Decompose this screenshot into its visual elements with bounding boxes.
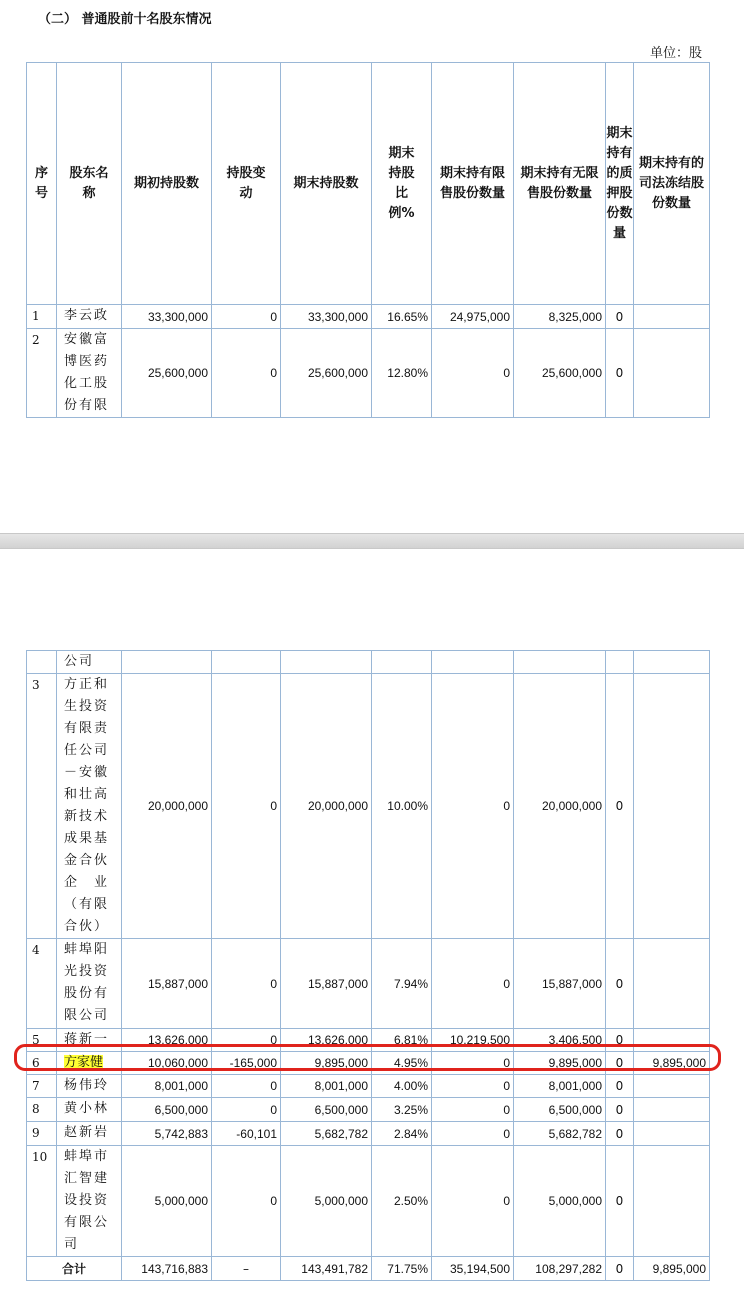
cell-end: 5,682,782 [281,1122,372,1146]
cell-pledged: 0 [606,674,634,939]
cell-pledged: 0 [606,1098,634,1122]
cell-name: 蚌埠阳光投资股份有限公司 [57,939,122,1029]
unit-label: 单位：股 [649,46,702,61]
cell-pledged: 0 [606,305,634,329]
cell-change: -165,000 [212,1052,281,1075]
total-label: 合计 [27,1257,122,1281]
cell-restricted: 0 [432,1052,514,1075]
cell-seq: 4 [27,939,57,1029]
cell-begin: 6,500,000 [122,1098,212,1122]
cell-unrestricted: 8,325,000 [514,305,606,329]
cell-change: 0 [212,674,281,939]
total-unrestricted: 108,297,282 [514,1257,606,1281]
table-row [27,651,710,674]
cell-restricted: 0 [432,939,514,1029]
cell-restricted: 0 [432,674,514,939]
cell-frozen [634,1075,710,1098]
cell-end: 33,300,000 [281,305,372,329]
header-unrestricted: 期末持有无限售股份数量 [514,63,606,305]
cell-pledged: 0 [606,1122,634,1146]
cell-restricted: 24,975,000 [432,305,514,329]
cell-name: 李云政 [57,305,122,329]
header-seq: 序号 [27,63,57,305]
table-row [27,1075,710,1098]
table-row [27,305,710,329]
shareholders-table-page2 [26,650,710,1281]
cell-seq: 8 [27,1098,57,1122]
cell-begin: 20,000,000 [122,674,212,939]
cell-change: 0 [212,1146,281,1257]
cell-unrestricted: 8,001,000 [514,1075,606,1098]
cell-ratio: 4.95% [372,1052,432,1075]
cell-pledged: 0 [606,1075,634,1098]
total-begin: 143,716,883 [122,1257,212,1281]
cell-name: 蒋新一 [57,1029,122,1052]
cell-unrestricted: 15,887,000 [514,939,606,1029]
cell-change: 0 [212,939,281,1029]
cell-ratio: 2.84% [372,1122,432,1146]
cell-pledged: 0 [606,1029,634,1052]
cell-ratio: 2.50% [372,1146,432,1257]
cell-seq: 7 [27,1075,57,1098]
cell-frozen: 9,895,000 [634,1052,710,1075]
cell-frozen [634,1122,710,1146]
cell-end: 20,000,000 [281,674,372,939]
page-break [0,533,744,549]
cell-unrestricted: 3,406,500 [514,1029,606,1052]
cell-ratio: 10.00% [372,674,432,939]
cell-name: 赵新岩 [57,1122,122,1146]
total-frozen: 9,895,000 [634,1257,710,1281]
cell-seq: 5 [27,1029,57,1052]
header-end: 期末持股数 [281,63,372,305]
table-row [27,1146,710,1257]
cell-begin: 15,887,000 [122,939,212,1029]
cell-frozen [634,1146,710,1257]
cell-end: 15,887,000 [281,939,372,1029]
cell-change: 0 [212,1075,281,1098]
cell-seq: 10 [27,1146,57,1257]
total-change: – [212,1257,281,1281]
cell-ratio: 4.00% [372,1075,432,1098]
cell-pledged: 0 [606,1052,634,1075]
header-name: 股东名称 [57,63,122,305]
cell-name: 方正和生投资有限责任公司－安徽和壮高新技术成果基金合伙企 业（有限合伙） [57,674,122,939]
cell-restricted: 0 [432,329,514,418]
section-title: （二） 普通股前十名股东情况 [38,12,212,27]
header-restricted: 期末持有限售股份数量 [432,63,514,305]
table-row [27,329,710,418]
shareholders-table-page1 [26,62,710,418]
cell-name: 黄小林 [57,1098,122,1122]
table-row [27,674,710,939]
cell-seq: 1 [27,305,57,329]
total-ratio: 71.75% [372,1257,432,1281]
cell-begin: 13,626,000 [122,1029,212,1052]
cell-seq: 9 [27,1122,57,1146]
cell-unrestricted: 5,000,000 [514,1146,606,1257]
cell-change: 0 [212,305,281,329]
cell-begin: 5,000,000 [122,1146,212,1257]
cell-end: 8,001,000 [281,1075,372,1098]
cell-seq: 3 [27,674,57,939]
cell-restricted: 0 [432,1075,514,1098]
total-pledged: 0 [606,1257,634,1281]
red-annotation-outline [14,1044,721,1071]
cell-begin: 10,060,000 [122,1052,212,1075]
cell-frozen [634,305,710,329]
header-ratio: 期末持股比例% [372,63,432,305]
cell-name: 公司 [57,651,122,674]
header-change: 持股变动 [212,63,281,305]
table-row [27,1122,710,1146]
cell-pledged: 0 [606,939,634,1029]
total-restricted: 35,194,500 [432,1257,514,1281]
cell-end: 6,500,000 [281,1098,372,1122]
cell-restricted: 10,219,500 [432,1029,514,1052]
header-pledged: 期末持有的质押股份数量 [606,63,634,305]
cell-restricted: 0 [432,1098,514,1122]
cell-frozen [634,329,710,418]
cell-frozen [634,674,710,939]
header-frozen: 期末持有的司法冻结股份数量 [634,63,710,305]
cell-unrestricted: 25,600,000 [514,329,606,418]
table-row [27,939,710,1029]
cell-frozen [634,1098,710,1122]
cell-ratio: 16.65% [372,305,432,329]
cell-begin: 25,600,000 [122,329,212,418]
cell-restricted: 0 [432,1122,514,1146]
cell-end: 9,895,000 [281,1052,372,1075]
cell-pledged: 0 [606,329,634,418]
total-row [27,1257,710,1281]
cell-frozen [634,939,710,1029]
cell-unrestricted: 20,000,000 [514,674,606,939]
cell-ratio: 7.94% [372,939,432,1029]
cell-name-highlighted: 方家健 [64,1055,104,1070]
cell-end: 25,600,000 [281,329,372,418]
cell-change: 0 [212,1098,281,1122]
cell-name: 蚌埠市汇智建设投资有限公司 [57,1146,122,1257]
cell-change: -60,101 [212,1122,281,1146]
cell-seq: 6 [27,1052,57,1075]
table-row [27,1098,710,1122]
header-begin: 期初持股数 [122,63,212,305]
cell-unrestricted: 6,500,000 [514,1098,606,1122]
total-end: 143,491,782 [281,1257,372,1281]
cell-end: 5,000,000 [281,1146,372,1257]
cell-begin: 8,001,000 [122,1075,212,1098]
cell-ratio: 12.80% [372,329,432,418]
cell-unrestricted: 5,682,782 [514,1122,606,1146]
cell-ratio: 3.25% [372,1098,432,1122]
cell-end: 13,626,000 [281,1029,372,1052]
cell-name: 杨伟玲 [57,1075,122,1098]
cell-change: 0 [212,329,281,418]
cell-name: 安徽富博医药化工股份有限 [57,329,122,418]
cell-seq: 2 [27,329,57,418]
cell-change: 0 [212,1029,281,1052]
cell-pledged: 0 [606,1146,634,1257]
cell-begin: 5,742,883 [122,1122,212,1146]
cell-ratio: 6.81% [372,1029,432,1052]
cell-restricted: 0 [432,1146,514,1257]
cell-begin: 33,300,000 [122,305,212,329]
header-row [27,63,710,305]
cell-unrestricted: 9,895,000 [514,1052,606,1075]
